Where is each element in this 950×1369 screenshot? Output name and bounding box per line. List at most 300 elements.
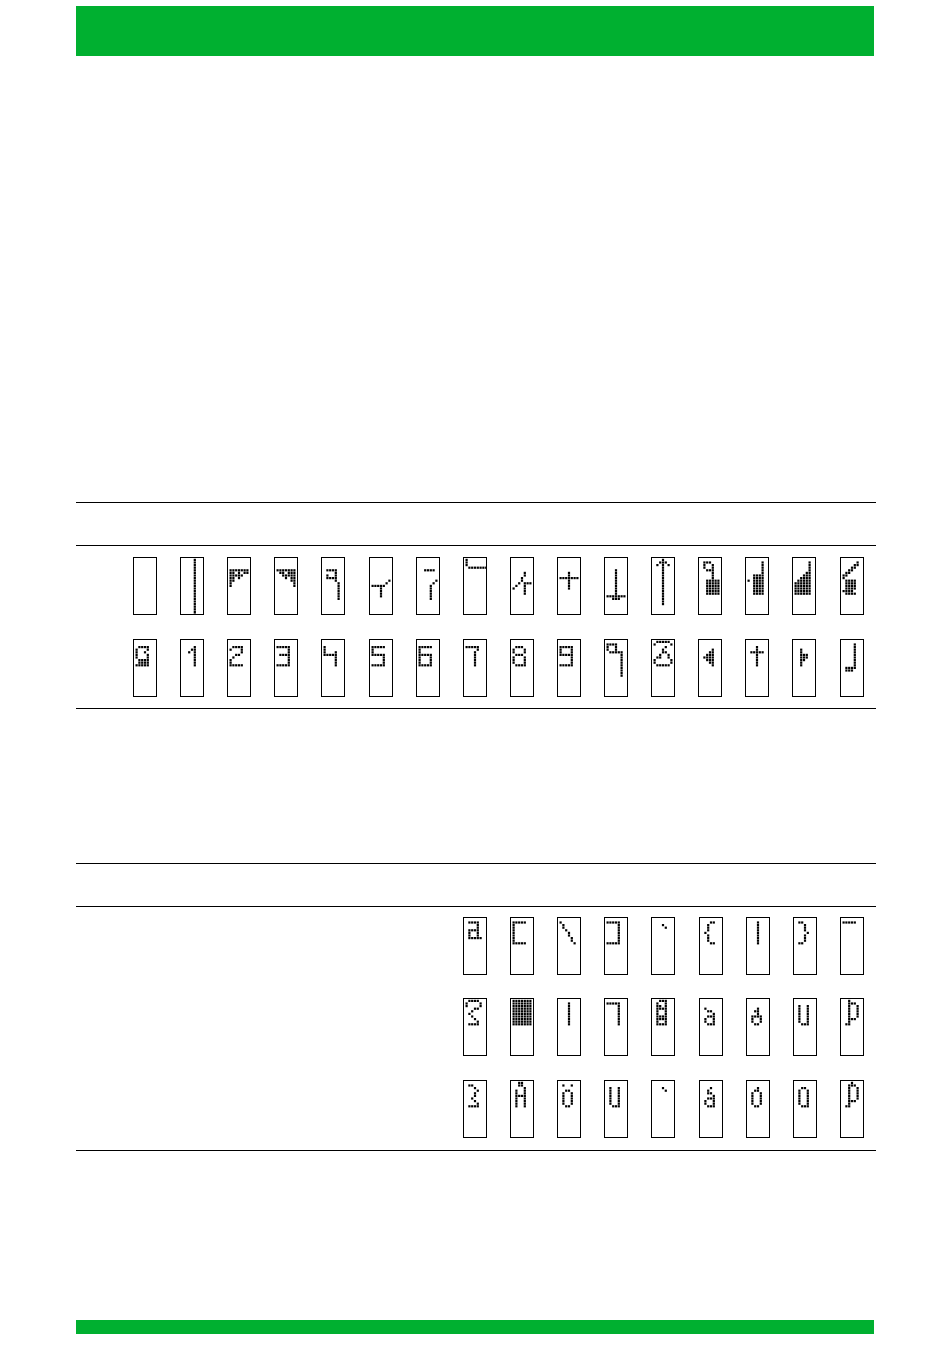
glyph-pixel (426, 664, 428, 666)
glyph-pixel (806, 1090, 808, 1092)
glyph-pixel (662, 924, 664, 926)
glyph-pixel (468, 937, 470, 939)
glyph-pixel (238, 654, 240, 656)
glyph-pixel (371, 649, 373, 651)
glyph-pixel (524, 1023, 526, 1025)
glyph-pixel (712, 1097, 714, 1099)
glyph-pixel (809, 561, 811, 563)
glyph-pixel (474, 1000, 476, 1002)
glyph-pixel (703, 567, 705, 569)
glyph-pixel (762, 582, 764, 584)
glyph-pixel (798, 1095, 800, 1097)
glyph-pixel (194, 595, 196, 597)
glyph-pixel (518, 1021, 520, 1023)
glyph-pixel (285, 646, 287, 648)
glyph-pixel (665, 561, 667, 563)
glyph-pixel (712, 662, 714, 664)
glyph-pixel (848, 1100, 850, 1102)
glyph-pixel (482, 567, 484, 569)
glyph-pixel (706, 593, 708, 595)
glyph-pixel (194, 662, 196, 664)
glyph-pixel (621, 656, 623, 658)
glyph-pixel (471, 1015, 473, 1017)
glyph-pixel (562, 1084, 564, 1086)
glyph-pixel (194, 561, 196, 563)
glyph-pixel (709, 1010, 711, 1012)
glyph-pixel (798, 1021, 800, 1023)
glyph-pixel (565, 1105, 567, 1107)
glyph-pixel (288, 574, 290, 576)
glyph-pixel (194, 577, 196, 579)
glyph-pixel (615, 651, 617, 653)
character-glyph (510, 639, 534, 697)
glyph-pixel (424, 646, 426, 648)
glyph-pixel (194, 649, 196, 651)
glyph-pixel (471, 1097, 473, 1099)
glyph-pixel (803, 654, 805, 656)
glyph-pixel (474, 1087, 476, 1089)
character-glyph (463, 557, 487, 615)
glyph-pixel (379, 664, 381, 666)
glyph-pixel (753, 651, 755, 653)
glyph-pixel (806, 1021, 808, 1023)
glyph-pixel (468, 1105, 470, 1107)
glyph-pixel (665, 1021, 667, 1023)
glyph-pixel (712, 942, 714, 944)
glyph-pixel (194, 654, 196, 656)
glyph-pixel (371, 585, 373, 587)
glyph-pixel (801, 1087, 803, 1089)
glyph-pixel (568, 1018, 570, 1020)
glyph-pixel (756, 1023, 758, 1025)
glyph-pixel (232, 569, 234, 571)
character-glyph (227, 557, 251, 615)
glyph-pixel (238, 577, 240, 579)
glyph-pixel (848, 1103, 850, 1105)
character-glyph (792, 557, 816, 615)
glyph-pixel (800, 577, 802, 579)
glyph-pixel (712, 585, 714, 587)
glyph-pixel (845, 587, 847, 589)
glyph-pixel (851, 1082, 853, 1084)
glyph-pixel (571, 1095, 573, 1097)
glyph-pixel (521, 1084, 523, 1086)
glyph-pixel (371, 654, 373, 656)
glyph-pixel (795, 585, 797, 587)
glyph-pixel (232, 664, 234, 666)
glyph-pixel (717, 587, 719, 589)
glyph-pixel (418, 656, 420, 658)
glyph-pixel (282, 569, 284, 571)
glyph-pixel (429, 659, 431, 661)
glyph-pixel (801, 1023, 803, 1025)
glyph-pixel (568, 587, 570, 589)
glyph-pixel (806, 572, 808, 574)
glyph-pixel (138, 659, 140, 661)
glyph-pixel (756, 1010, 758, 1012)
glyph-pixel (615, 921, 617, 923)
glyph-pixel (338, 590, 340, 592)
glyph-pixel (465, 559, 467, 561)
glyph-pixel (801, 921, 803, 923)
character-glyph (180, 639, 204, 697)
glyph-pixel (429, 662, 431, 664)
glyph-pixel (756, 577, 758, 579)
glyph-pixel (853, 651, 855, 653)
glyph-pixel (756, 927, 758, 929)
header-band (76, 6, 874, 56)
glyph-pixel (288, 654, 290, 656)
glyph-pixel (562, 654, 564, 656)
glyph-pixel (618, 1092, 620, 1094)
glyph-pixel (845, 1105, 847, 1107)
character-glyph (793, 1080, 817, 1138)
glyph-pixel (474, 1095, 476, 1097)
glyph-pixel (238, 569, 240, 571)
glyph-pixel (803, 577, 805, 579)
glyph-pixel (194, 590, 196, 592)
glyph-pixel (432, 569, 434, 571)
glyph-pixel (324, 654, 326, 656)
glyph-pixel (607, 595, 609, 597)
glyph-pixel (756, 659, 758, 661)
glyph-pixel (324, 646, 326, 648)
glyph-pixel (712, 1018, 714, 1020)
glyph-pixel (477, 934, 479, 936)
glyph-pixel (529, 1005, 531, 1007)
glyph-pixel (762, 561, 764, 563)
glyph-pixel (707, 1097, 709, 1099)
glyph-pixel (471, 1023, 473, 1025)
glyph-pixel (659, 1008, 661, 1010)
glyph-pixel (804, 929, 806, 931)
glyph-pixel (241, 664, 243, 666)
glyph-pixel (759, 590, 761, 592)
glyph-pixel (513, 1015, 515, 1017)
glyph-pixel (657, 1008, 659, 1010)
glyph-pixel (282, 572, 284, 574)
character-glyph (510, 557, 534, 615)
glyph-pixel (559, 577, 561, 579)
glyph-pixel (136, 651, 138, 653)
glyph-pixel (715, 590, 717, 592)
glyph-pixel (662, 572, 664, 574)
glyph-pixel (756, 651, 758, 653)
glyph-pixel (329, 569, 331, 571)
glyph-pixel (515, 1005, 517, 1007)
glyph-pixel (798, 942, 800, 944)
glyph-pixel (241, 651, 243, 653)
glyph-pixel (607, 643, 609, 645)
glyph-pixel (856, 564, 858, 566)
glyph-pixel (609, 643, 611, 645)
glyph-pixel (518, 1005, 520, 1007)
glyph-pixel (429, 656, 431, 658)
glyph-pixel (707, 927, 709, 929)
glyph-pixel (521, 1023, 523, 1025)
glyph-pixel (848, 1023, 850, 1025)
glyph-pixel (853, 1084, 855, 1086)
glyph-pixel (615, 574, 617, 576)
glyph-pixel (618, 1105, 620, 1107)
glyph-pixel (751, 1103, 753, 1105)
glyph-pixel (382, 656, 384, 658)
glyph-pixel (288, 649, 290, 651)
glyph-pixel (232, 646, 234, 648)
glyph-pixel (662, 641, 664, 643)
glyph-pixel (662, 1087, 664, 1089)
glyph-pixel (524, 1095, 526, 1097)
glyph-pixel (527, 1005, 529, 1007)
glyph-pixel (618, 934, 620, 936)
glyph-pixel (568, 585, 570, 587)
glyph-pixel (662, 1008, 664, 1010)
glyph-pixel (848, 1105, 850, 1107)
glyph-pixel (194, 574, 196, 576)
glyph-pixel (571, 646, 573, 648)
glyph-pixel (230, 580, 232, 582)
glyph-pixel (707, 934, 709, 936)
glyph-pixel (853, 1002, 855, 1004)
character-glyph (746, 917, 770, 975)
glyph-pixel (418, 654, 420, 656)
glyph-pixel (848, 593, 850, 595)
glyph-pixel (659, 1018, 661, 1020)
glyph-pixel (527, 1021, 529, 1023)
glyph-pixel (712, 656, 714, 658)
glyph-pixel (610, 1097, 612, 1099)
glyph-pixel (704, 1018, 706, 1020)
glyph-pixel (426, 646, 428, 648)
glyph-pixel (762, 587, 764, 589)
glyph-pixel (471, 1105, 473, 1107)
glyph-pixel (280, 654, 282, 656)
glyph-pixel (474, 921, 476, 923)
glyph-pixel (529, 1023, 531, 1025)
glyph-pixel (615, 590, 617, 592)
glyph-pixel (338, 595, 340, 597)
character-glyph (699, 998, 723, 1056)
glyph-pixel (241, 646, 243, 648)
glyph-pixel (521, 1021, 523, 1023)
glyph-pixel (144, 664, 146, 666)
glyph-pixel (324, 651, 326, 653)
glyph-pixel (618, 932, 620, 934)
glyph-pixel (707, 1090, 709, 1092)
table-1-top-rule (76, 502, 876, 503)
glyph-pixel (845, 921, 847, 923)
glyph-pixel (803, 659, 805, 661)
glyph-pixel (246, 572, 248, 574)
glyph-pixel (806, 585, 808, 587)
glyph-pixel (659, 641, 661, 643)
glyph-pixel (288, 664, 290, 666)
glyph-pixel (282, 664, 284, 666)
glyph-pixel (141, 664, 143, 666)
glyph-pixel (426, 569, 428, 571)
glyph-pixel (615, 598, 617, 600)
glyph-pixel (518, 654, 520, 656)
glyph-pixel (571, 649, 573, 651)
glyph-pixel (748, 580, 750, 582)
glyph-pixel (513, 1010, 515, 1012)
glyph-pixel (848, 580, 850, 582)
glyph-pixel (659, 561, 661, 563)
glyph-pixel (806, 1092, 808, 1094)
glyph-pixel (853, 643, 855, 645)
glyph-pixel (138, 662, 140, 664)
glyph-pixel (524, 1021, 526, 1023)
glyph-pixel (665, 646, 667, 648)
glyph-pixel (294, 572, 296, 574)
glyph-pixel (335, 662, 337, 664)
character-glyph (557, 1080, 581, 1138)
glyph-pixel (848, 1000, 850, 1002)
glyph-pixel (474, 646, 476, 648)
glyph-pixel (230, 582, 232, 584)
glyph-pixel (621, 667, 623, 669)
glyph-pixel (618, 595, 620, 597)
glyph-pixel (244, 572, 246, 574)
glyph-pixel (518, 1010, 520, 1012)
glyph-pixel (521, 1010, 523, 1012)
glyph-pixel (565, 929, 567, 931)
glyph-pixel (856, 1008, 858, 1010)
glyph-pixel (288, 662, 290, 664)
glyph-pixel (806, 1010, 808, 1012)
glyph-pixel (709, 561, 711, 563)
glyph-pixel (848, 921, 850, 923)
glyph-pixel (853, 587, 855, 589)
glyph-pixel (623, 595, 625, 597)
glyph-pixel (809, 572, 811, 574)
glyph-pixel (712, 664, 714, 666)
glyph-pixel (474, 1105, 476, 1107)
glyph-pixel (480, 937, 482, 939)
glyph-pixel (706, 654, 708, 656)
glyph-pixel (809, 582, 811, 584)
glyph-pixel (524, 1013, 526, 1015)
glyph-pixel (568, 1005, 570, 1007)
glyph-pixel (474, 929, 476, 931)
glyph-pixel (232, 580, 234, 582)
glyph-pixel (477, 1103, 479, 1105)
glyph-pixel (621, 654, 623, 656)
glyph-pixel (659, 654, 661, 656)
glyph-pixel (712, 1023, 714, 1025)
glyph-pixel (147, 656, 149, 658)
glyph-pixel (759, 577, 761, 579)
glyph-pixel (709, 1023, 711, 1025)
glyph-pixel (709, 582, 711, 584)
glyph-pixel (706, 580, 708, 582)
glyph-pixel (513, 1018, 515, 1020)
glyph-pixel (238, 664, 240, 666)
glyph-pixel (754, 1015, 756, 1017)
glyph-pixel (141, 662, 143, 664)
glyph-pixel (707, 1023, 709, 1025)
glyph-pixel (709, 569, 711, 571)
glyph-pixel (327, 574, 329, 576)
glyph-pixel (848, 1010, 850, 1012)
glyph-pixel (432, 582, 434, 584)
glyph-pixel (285, 664, 287, 666)
glyph-pixel (194, 646, 196, 648)
glyph-pixel (809, 587, 811, 589)
glyph-pixel (800, 656, 802, 658)
glyph-pixel (429, 664, 431, 666)
glyph-pixel (512, 587, 514, 589)
glyph-pixel (665, 1010, 667, 1012)
glyph-pixel (468, 1023, 470, 1025)
glyph-pixel (706, 569, 708, 571)
glyph-pixel (657, 1002, 659, 1004)
glyph-pixel (853, 1100, 855, 1102)
glyph-pixel (715, 593, 717, 595)
glyph-pixel (665, 1015, 667, 1017)
glyph-pixel (800, 593, 802, 595)
glyph-pixel (477, 924, 479, 926)
glyph-pixel (659, 1015, 661, 1017)
glyph-pixel (571, 937, 573, 939)
glyph-pixel (144, 662, 146, 664)
character-glyph (745, 557, 769, 615)
glyph-pixel (147, 664, 149, 666)
glyph-pixel (798, 1100, 800, 1102)
glyph-pixel (848, 590, 850, 592)
glyph-pixel (712, 659, 714, 661)
glyph-pixel (568, 1105, 570, 1107)
glyph-pixel (851, 1018, 853, 1020)
glyph-pixel (756, 664, 758, 666)
glyph-pixel (232, 656, 234, 658)
glyph-pixel (288, 572, 290, 574)
character-glyph (510, 1080, 534, 1138)
glyph-pixel (618, 1087, 620, 1089)
glyph-pixel (291, 580, 293, 582)
glyph-pixel (194, 611, 196, 613)
glyph-pixel (618, 1021, 620, 1023)
glyph-pixel (471, 929, 473, 931)
glyph-pixel (515, 921, 517, 923)
glyph-pixel (800, 664, 802, 666)
glyph-pixel (756, 574, 758, 576)
glyph-pixel (477, 1021, 479, 1023)
glyph-pixel (621, 664, 623, 666)
glyph-pixel (856, 1092, 858, 1094)
glyph-pixel (657, 1010, 659, 1012)
character-glyph (557, 998, 581, 1056)
glyph-pixel (523, 574, 525, 576)
glyph-pixel (610, 1095, 612, 1097)
glyph-pixel (853, 656, 855, 658)
glyph-pixel (332, 569, 334, 571)
glyph-pixel (477, 1023, 479, 1025)
glyph-pixel (806, 1105, 808, 1107)
glyph-pixel (609, 595, 611, 597)
glyph-pixel (568, 1021, 570, 1023)
glyph-pixel (665, 1018, 667, 1020)
glyph-pixel (709, 1015, 711, 1017)
glyph-pixel (523, 664, 525, 666)
glyph-pixel (379, 593, 381, 595)
glyph-pixel (803, 574, 805, 576)
glyph-pixel (521, 664, 523, 666)
glyph-pixel (524, 1005, 526, 1007)
glyph-pixel (848, 1002, 850, 1004)
glyph-pixel (515, 1018, 517, 1020)
glyph-pixel (523, 582, 525, 584)
